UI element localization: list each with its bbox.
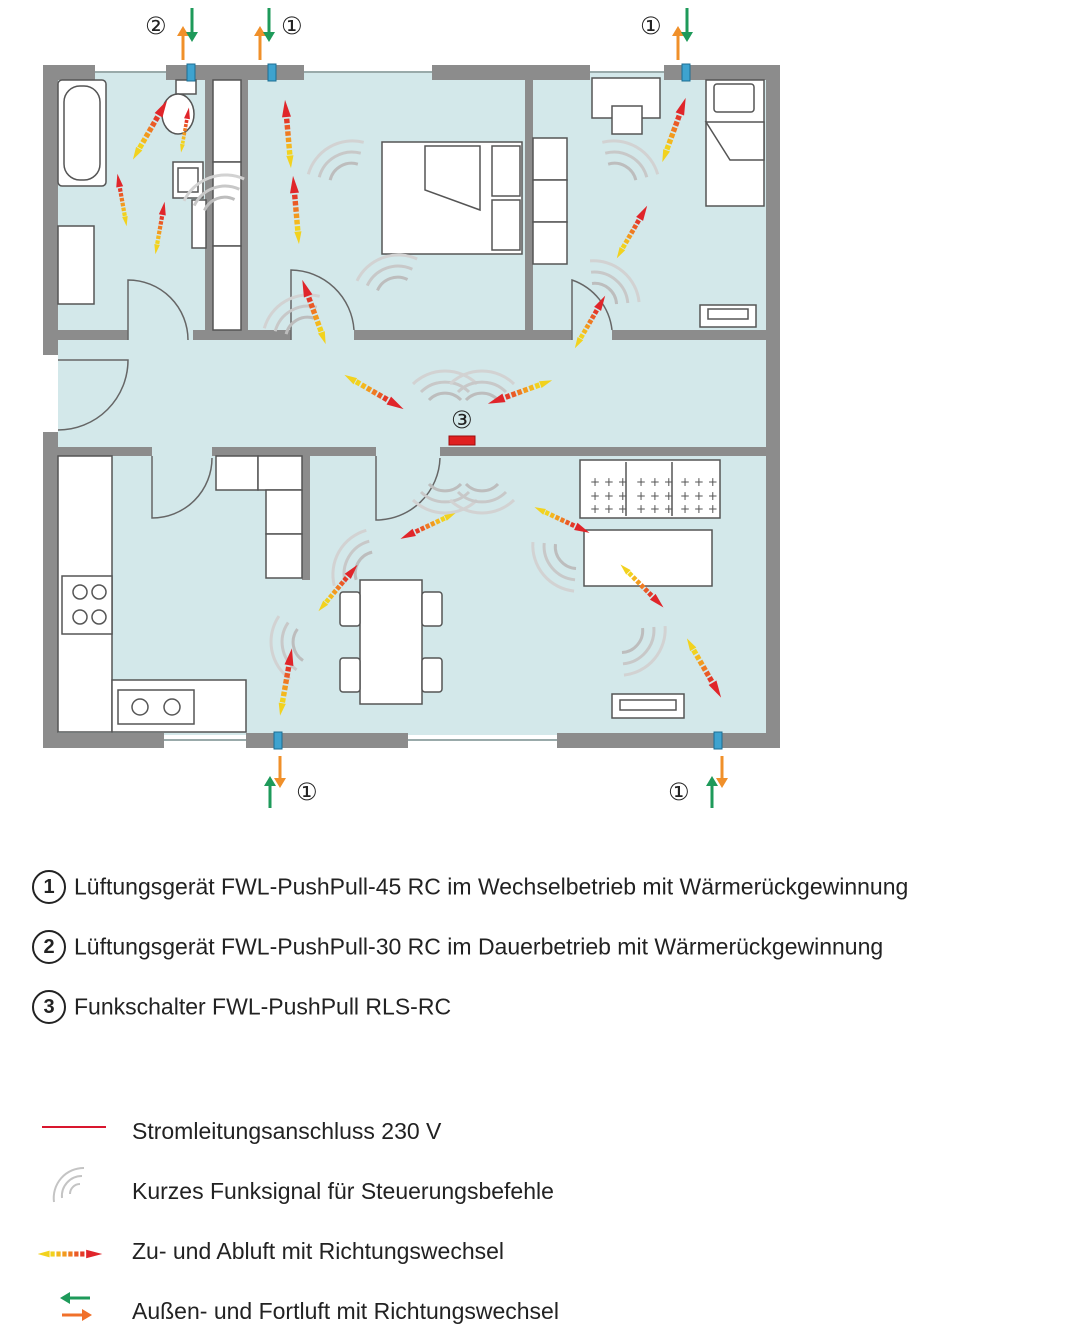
legend-outdoor-exhaust: Außen- und Fortluft mit Richtungswechsel <box>132 1298 559 1324</box>
legend-supply-exhaust: Zu- und Abluft mit Richtungswechsel <box>132 1238 505 1264</box>
legend-power-line: Stromleitungsanschluss 230 V <box>132 1118 442 1144</box>
svg-text:+ + +: + + + <box>590 475 628 489</box>
sofa-pattern <box>590 475 718 516</box>
svg-text:+ + +: + + + <box>680 489 718 503</box>
legend-symbols <box>38 1110 118 1330</box>
svg-text:+ + +: + + + <box>636 475 674 489</box>
marker-device-45: ① <box>668 778 690 806</box>
marker-device-45: ① <box>281 12 303 40</box>
marker-device-45: ① <box>640 12 662 40</box>
svg-text:+ + +: + + + <box>636 502 674 516</box>
device-45 <box>682 64 690 81</box>
svg-text:+ + +: + + + <box>680 502 718 516</box>
svg-text:+ + +: + + + <box>590 502 628 516</box>
legend-text: Funkschalter FWL-PushPull RLS-RC <box>74 993 452 1020</box>
svg-text:+ + +: + + + <box>680 475 718 489</box>
device-30 <box>187 64 195 81</box>
legend-item-1 <box>32 870 908 904</box>
legend-item-2 <box>32 930 883 964</box>
legend-radio-signal: Kurzes Funksignal für Steuerungsbefehle <box>132 1178 554 1204</box>
svg-text:+ + +: + + + <box>590 489 628 503</box>
legend-text: Lüftungsgerät FWL-PushPull-45 RC im Wechselbetrieb mit Wärmerückgewinnung <box>74 873 909 900</box>
device-45 <box>268 64 276 81</box>
marker-switch: ③ <box>451 406 473 434</box>
device-45 <box>274 732 282 749</box>
marker-device-45: ① <box>296 778 318 806</box>
legend-number: 3 <box>32 990 66 1024</box>
svg-text:+ + +: + + + <box>636 489 674 503</box>
radio-switch <box>449 436 475 445</box>
legend-number: 1 <box>32 870 66 904</box>
legend-number: 2 <box>32 930 66 964</box>
supply-exhaust-arrow-icon <box>38 1250 102 1259</box>
outdoor-exhaust-arrows-icon <box>60 1292 92 1321</box>
device-45 <box>714 732 722 749</box>
radio-signal-icon <box>54 1168 84 1202</box>
legend-text: Lüftungsgerät FWL-PushPull-30 RC im Dauerbetrieb mit Wärmerückgewinnung <box>74 933 884 960</box>
marker-device-30: ② <box>145 12 167 40</box>
legend-item-3 <box>32 990 451 1024</box>
